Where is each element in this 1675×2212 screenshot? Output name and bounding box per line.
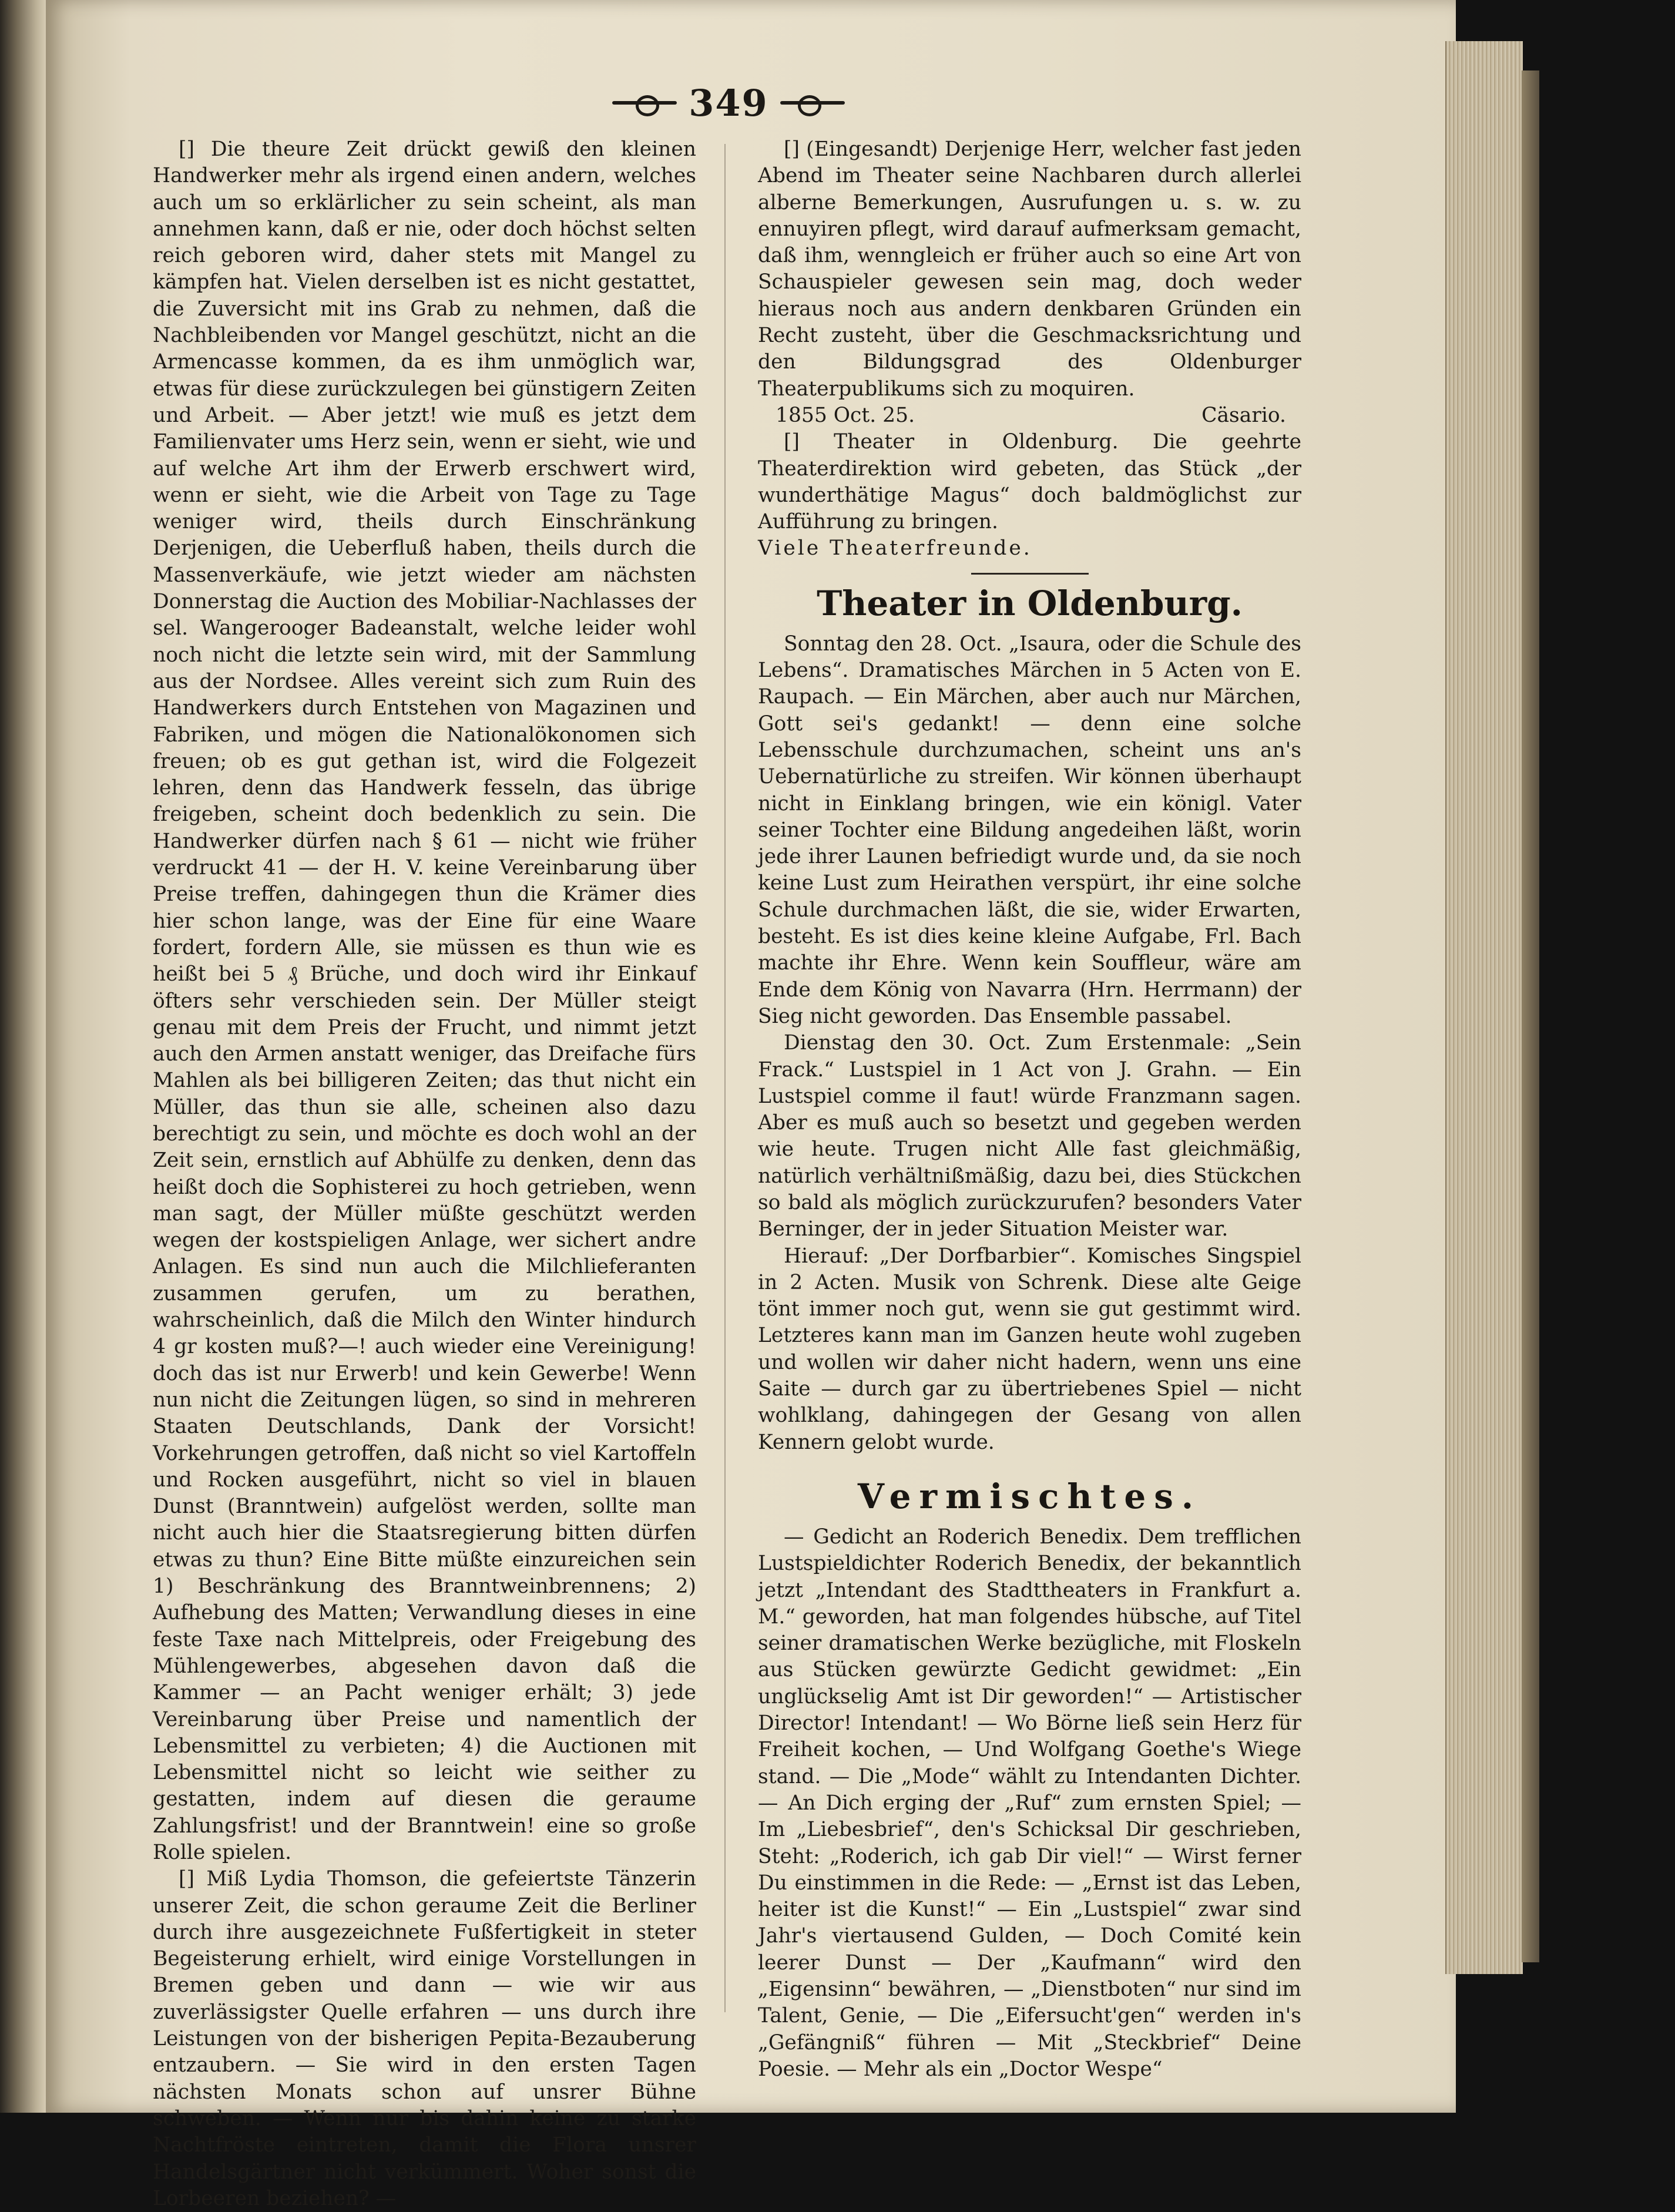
section-title-vermischtes: Vermischtes. [857, 1476, 1202, 1516]
article-theater-note: [] Theater in Oldenburg. Die geehrte Theaterdirektion wird gebeten, das Stück „der wunderthätige Magus“ doch baldmöglichst zur Aufführung zu bringen. [758, 430, 1301, 534]
eingesandt-signature-line [758, 402, 1301, 429]
right-ornament-icon [780, 99, 845, 107]
book-cover-edge [1522, 71, 1539, 1962]
article-gedicht-benedix: — Gedicht an Roderich Benedix. Dem trefflichen Lustspieldichter Roderich Benedix, der bekanntlich jetzt „Intendant des Stadttheaters in Frankfurt a. M.“ geworden, hat man folgendes hübsche, auf Titel seiner dramatischen Werke bezügliche, mit Floskeln aus Stücken gewürzte Gedicht gewidmet: „Ein unglückselig Amt ist Dir geworden!“ — Artistischer Director! Intendant! — Wo Börne ließ sein Herz für Freiheit kochen, — Und Wolfgang Goethe's Wiege stand. — Die „Mode“ wählt zu Intendanten Dichter. — An Dich erging der „Ruf“ zum ernsten Spiel; — Im „Liebesbrief“, den's Schicksal Dir geschrieben, Steht: „Roderich, ich gab Dir viel!“ — Wirst ferner Du einstimmen in die Rede: — „Ernst ist das Leben, heiter ist die Kunst!“ — Ein „Lustspiel“ zwar sind Jahr's viertausend Gulden, — Doch Comité kein leerer Dunst — Der „Kaufmann“ wird den „Eigensinn“ bewähren, — „Dienstboten“ nur sind im Talent, Genie, — Die „Eifersucht'gen“ werden in's „Gefängniß“ führen — Mit „Steckbrief“ Deine Poesie. — Mehr als ein „Doctor Wespe“ [758, 1525, 1301, 2081]
section-rule [971, 573, 1089, 575]
eingesandt-signature: Cäsario. [1201, 403, 1286, 427]
review-hierauf: Hierauf: „Der Dorfbarbier“. Komisches Singspiel in 2 Acten. Musik von Schrenk. Diese alte Geige tönt immer noch gut, wenn sie gut gestimmt wird. Letzteres kann man im Ganzen heute wohl zugeben und wollen wir daher nicht hadern, wenn uns eine Saite — durch gar zu übertriebenes Spiel — nicht wohlklang, dahingegen der Gesang von allen Kennern gelobt wurde. [758, 1244, 1301, 1454]
article-theure-zeit: [] Die theure Zeit drückt gewiß den kleinen Handwerker mehr als irgend einen andern, welches auch um so erklärlicher zu sein scheint, als man annehmen kann, daß er nie, oder doch höchst selten reich geboren wird, daher stets mit Mangel zu kämpfen hat. Vielen derselben ist es nicht gestattet, die Zuversicht mit ins Grab zu nehmen, daß die Nachbleibenden vor Mangel geschützt, nicht an die Armencasse kommen, da es ihm unmöglich war, etwas für diese zurückzulegen bei günstigern Zeiten und Arbeit. — Aber jetzt! wie muß es jetzt dem Familienvater ums Herz sein, wenn er sieht, wie und auf welche Art ihm der Erwerb erschwert wird, wenn er sieht, wie die Arbeit von Tage zu Tage weniger wird, theils durch Einschränkung Derjenigen, die Ueberfluß haben, theils durch die Massenverkäufe, wie jetzt wieder am nächsten Donnerstag die Auction des Mobiliar-Nachlasses der sel. Wangerooger Badeanstalt, welche leider wohl noch nicht die letzte sein wird, mit der Sammlung aus der Nordsee. Alles vereint sich zum Ruin des Handwerkers durch Entstehen von Magazinen und Fabriken, und mögen die Nationalökonomen sich freuen; ob es gut gethan ist, wird die Folgezeit lehren, denn das Handwerk fesseln, das übrige freigeben, scheint doch bedenklich zu sein. Die Handwerker dürfen nach § 61 — nicht wie früher verdruckt 41 — der H. V. keine Vereinbarung über Preise treffen, dahingegen thun die Krämer dies hier schon lange, was der Eine für eine Waare fordert, fordern Alle, sie müssen es thun wie es heißt bei 5 ₰ Brüche, und doch wird ihr Einkauf öfters sehr verschieden sein. Der Müller steigt genau mit dem Preis der Frucht, und nimmt jetzt auch den Armen anstatt weniger, das Dreifache fürs Mahlen als bei billigeren Zeiten; das thut nicht ein Müller, das thun sie alle, scheinen also dazu berechtigt zu sein, und möchte es doch wohl an der Zeit sein, ernstlich auf Abhülfe zu denken, denn das heißt doch die Sophisterei zu hoch getrieben, wenn man sagt, der Müller müßte geschützt werden wegen der kostspieligen Anlage, wer sichert andre Anlagen. Es sind nun auch die Milchlieferanten zusammen gerufen, um zu berathen, wahrscheinlich, daß die Milch den Winter hindurch 4 gr kosten muß?—! auch wieder eine Vereinigung! doch das ist nur Erwerb! und kein Gewerbe! Wenn nun nicht die Zeitungen lügen, so sind in mehreren Staaten Deutschlands, Dank der Vorsicht! Vorkehrungen getroffen, daß nicht so viel Kartoffeln und Rocken ausgeführt, nicht so viel in blauen Dunst (Branntwein) aufgelöst werden, sollte man nicht auch hier die Staatsregierung bitten dürfen etwas zu thun? Eine Bitte müßte einzureichen sein 1) Beschränkung des Branntweinbrennens; 2) Aufhebung des Matten; Verwandlung dieses in eine feste Taxe nach Mittelpreis, oder Freigebung des Mühlengewerbes, abgesehen davon daß die Kammer — an Pacht weniger erhält; 3) jede Vereinbarung über Preise und namentlich der Lebensmittel zu verbieten; 4) die Auctionen mit Lebensmittel nicht so leicht wie seither zu gestatten, indem auf diesen die geraume Zahlungsfrist! und der Branntwein! eine so große Rolle spielen. [153, 137, 696, 1864]
eingesandt-date: 1855 Oct. 25. [776, 403, 915, 427]
theater-note-signature: Viele Theaterfreunde. [758, 536, 1032, 560]
previous-page-edge [0, 0, 46, 2113]
page-stack-edges [1445, 41, 1523, 1974]
section-title-theater: Theater in Oldenburg. [817, 583, 1243, 623]
review-sonntag: Sonntag den 28. Oct. „Isaura, oder die Schule des Lebens“. Dramatisches Märchen in 5 Acten von E. Raupach. — Ein Märchen, aber auch nur Märchen, Gott sei's gedankt! — denn eine solche Lebensschule durchzumachen, scheint uns an's Uebernatürliche zu streifen. Wir können überhaupt nicht in Einklang bringen, wie ein königl. Vater seiner Tochter eine Bildung angedeihen läßt, worin jede ihrer Launen befriedigt wurde und, da sie noch keine Lust zum Heirathen verspürt, ihr eine solche Schule durchmachen läßt, die sie, wider Erwarten, besteht. Es ist dies keine kleine Aufgabe, Frl. Bach machte ihr Ehre. Wenn kein Souffleur, wäre am Ende dem König von Navarra (Hrn. Herrmann) der Sieg nicht geworden. Das Ensemble passabel. [758, 632, 1301, 1028]
article-eingesandt: [] (Eingesandt) Derjenige Herr, welcher fast jeden Abend im Theater seine Nachbaren durch allerlei alberne Bemerkungen, Ausrufungen u. s. w. zu ennuyiren pflegt, wird darauf aufmerksam gemacht, daß ihm, wenngleich er früher auch so eine Art von Schauspieler gewesen sein mag, doch weder hieraus noch aus andern denkbaren Gründen ein Recht zusteht, über die Geschmacksrichtung und den Bildungsgrad des Oldenburger Theaterpublikums sich zu moquiren. [758, 137, 1301, 401]
review-dienstag: Dienstag den 30. Oct. Zum Erstenmale: „Sein Frack.“ Lustspiel in 1 Act von J. Grahn. — Ein Lustspiel comme il faut! würde Franzmann sagen. Aber es muß auch so besetzt und gegeben werden wie heute. Trugen nicht Alle fast gleichmäßig, natürlich verhältnißmäßig, dazu bei, dies Stückchen so bald als möglich zurückzurufen? besonders Vater Berninger, der in jeder Situation Meister war. [758, 1031, 1301, 1241]
left-column [153, 136, 696, 2212]
article-lydia-thomson: [] Miß Lydia Thomson, die gefeiertste Tänzerin unserer Zeit, die schon geraume Zeit die Berliner durch ihre ausgezeichnete Fußfertigkeit in steter Begeisterung erhielt, wird einige Vorstellungen in Bremen geben und dann — wie wir aus zuverlässigster Quelle erfahren — uns durch ihre Leistungen von der bisherigen Pepita-Bezauberung entzaubern. — Sie wird in den ersten Tagen nächsten Monats schon auf unsrer Bühne schweben. — Wenn nur bis dahin keine zu starke Nachtfröste eintreten, damit die Flora unsrer Handelsgärtner nicht verkümmert. Woher sonst die Lorbeeren beziehen? — [153, 1867, 696, 2210]
right-column [758, 136, 1301, 2083]
left-ornament-icon [612, 99, 677, 107]
column-divider [724, 144, 726, 2012]
page-number: 349 [689, 81, 768, 125]
page-header [611, 76, 846, 129]
